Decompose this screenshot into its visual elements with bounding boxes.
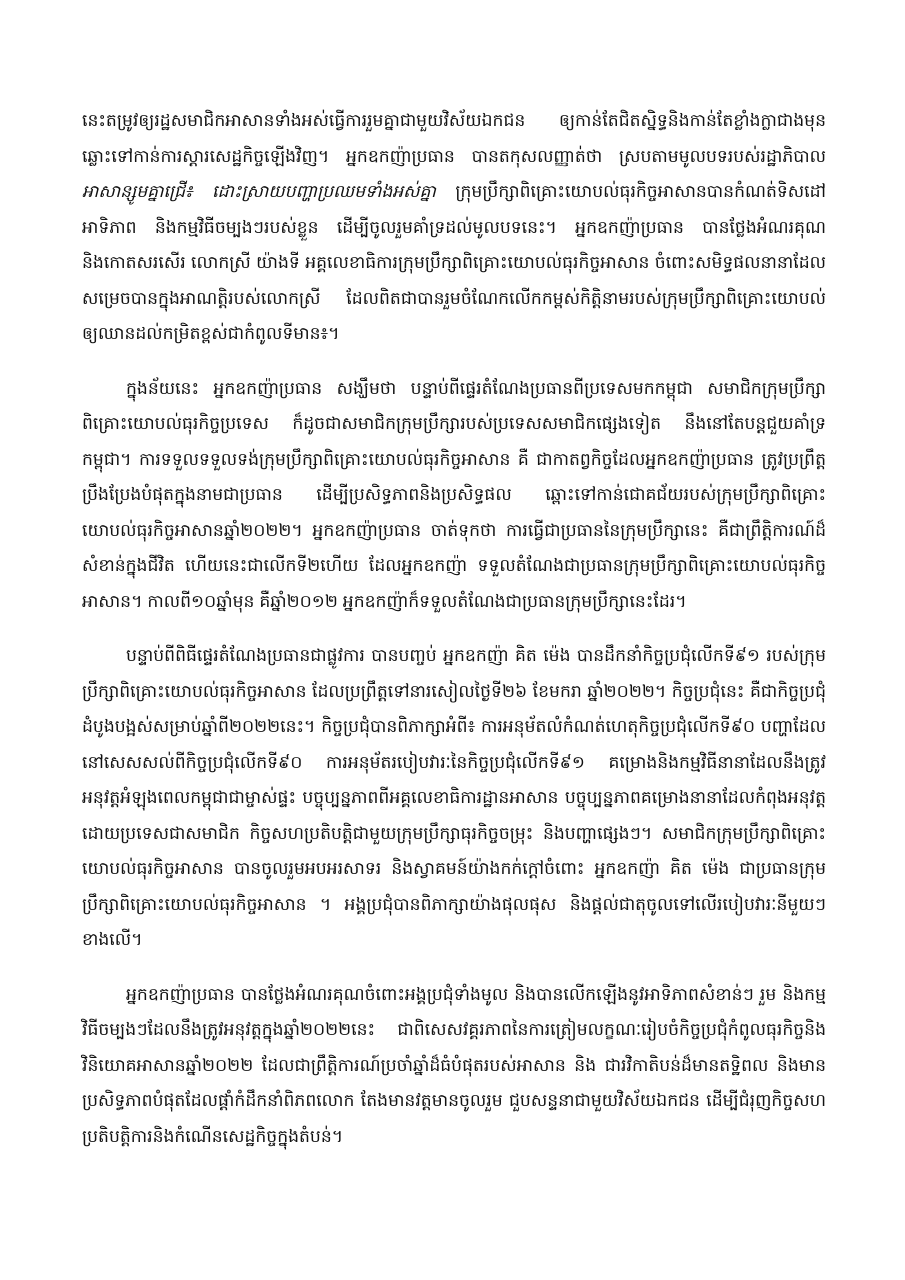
document-body [82, 104, 826, 1155]
paragraph-1 [82, 104, 826, 353]
paragraph-2-text: ក្នុងន័យនេះ អ្នកឧកញ៉ាប្រធាន សង្ឃឹមថា បន្ទាប់ពីផ្ទេរតំណែងប្រធានពីប្រទេសមកកម្ពុជា សមាជិកក្រុមប្រឹក្សាពិគ្រោះយោបល់ធុរកិច្ចប្រទេស ក៏ដូចជាសមាជិកក្រុមប្រឹក្សារបស់ប្រទេសសមាជិកផ្សេងទៀត នឹងនៅតែបន្តជួយគាំទ្រកម្ពុជា។ ការទទួលទទួលទង់ក្រុមប្រឹក្សាពិគ្រោះយោបល់ធុរកិច្ចអាសាន គឺ ជាកាតព្វកិច្ចដែលអ្នកឧកញ៉ាប្រធាន ត្រូវប្រព្រឹត្ត ប្រឹងប្រែងបំផុតក្នុងនាមជាប្រធាន ដើម្បីប្រសិទ្ធភាពនិងប្រសិទ្ធផល ឆ្ពោះទៅកាន់ជោគជ័យរបស់ក្រុមប្រឹក្សាពិគ្រោះយោបល់ធុរកិច្ចអាសានឆ្នាំ២០២២។ អ្នកឧកញ៉ាប្រធាន ចាត់ទុកថា ការធ្វើជាប្រធាននៃក្រុមប្រឹក្សានេះ គឺជាព្រឹត្តិការណ៍ដ៏សំខាន់ក្នុងជីវិត ហើយនេះជាលើកទី២ហើយ ដែលអ្នកឧកញ៉ា ទទួលតំណែងជាប្រធានក្រុមប្រឹក្សាពិគ្រោះយោបល់ធុរកិច្ចអាសាន។ កាលពី១០ឆ្នាំមុន គឺឆ្នាំ២០១២ អ្នកឧកញ៉ាក៏ទទួលតំណែងជាប្រធានក្រុមប្រឹក្សានេះដែរ។ [82, 378, 826, 612]
paragraph-3 [82, 639, 826, 959]
paragraph-1-theme-italic: អាសាន្សូមគ្នាជ្រើ៖ ដោះស្រាយបញ្ហាប្រឈមទាំងអស់គ្នា [82, 182, 436, 202]
paragraph-4-text: អ្នកឧកញ៉ាប្រធាន បានថ្លែងអំណរគុណចំពោះអង្គប្រជុំទាំងមូល និងបានលើកឡើងនូវអាទិភាពសំខាន់ៗ រួម និងកម្មវិធីចម្បងៗដែលនឹងត្រូវអនុវត្តក្នុងឆ្នាំ២០២២នេះ ជាពិសេសវគ្គរភាពនៃការត្រៀមលក្ខណៈរៀបចំកិច្ចប្រជុំកំពូលធុរកិច្ចនិងវិនិយោគអាសានឆ្នាំ២០២២ ដែលជាព្រឹត្តិការណ៍ប្រចាំឆ្នាំដ៏ធំបំផុតរបស់អាសាន និង ជារវិកាតិបន់ដ៏មានតទ្ឋិពល និងមានប្រសិទ្ធភាពបំផុតដែលផ្តាំកំដឹកនាំពិភពលោក តែងមានវត្តមានចូលរួម ជួបសន្ទនាជាមួយវិស័យឯកជន ដើម្បីជំរុញកិច្ចសហប្រតិបត្តិការនិងកំណើនសេដ្ឋកិច្ចក្នុងតំបន់។ [82, 984, 826, 1147]
paragraph-4 [82, 978, 826, 1156]
paragraph-1-segment-3: ក្រុមប្រឹក្សាពិគ្រោះយោបល់ធុរកិច្ចអាសានបានកំណត់ទិសដៅអាទិភាព និងកម្មវិធីចម្បងៗរបស់ខ្លួន ដើម្បីចូលរួមគាំទ្រដល់មូលបទនេះ។ អ្នកឧកញ៉ាប្រធាន បានថ្លែងអំណរគុណ និងកោតសរសើរ លោកស្រី យ៉ាងទី អគ្គលេខាធិការក្រុមប្រឹក្សាពិគ្រោះយោបល់ធុរកិច្ចអាសាន ចំពោះសមិទ្ធផលនានាដែលសម្រេចបានក្នុងអាណត្តិរបស់លោកស្រី ដែលពិតជាបានរួមចំណែកលើកកម្ពស់កិត្តិនាមរបស់ក្រុមប្រឹក្សាពិគ្រោះយោបល់ឲ្យឈានដល់កម្រិតខ្ពស់ជាកំពូលទីមាន៖។ [82, 182, 826, 344]
paragraph-2 [82, 372, 826, 621]
paragraph-3-text: បន្ទាប់ពីពិធីផ្ទេរតំណែងប្រធានជាផ្លូវការ បានបញ្ចប់ អ្នកឧកញ៉ា គិត ម៉េង បានដឹកនាំកិច្ចប្រជុំលើកទី៩១ របស់ក្រុមប្រឹក្សាពិគ្រោះយោបល់ធុរកិច្ចអាសាន ដែលប្រព្រឹត្តទៅនារសៀលថ្ងៃទី២៦ ខែមករា ឆ្នាំ២០២២។ កិច្ចប្រជុំនេះ គឺជាកិច្ចប្រជុំដំបូងបង្អស់សម្រាប់ឆ្នាំពី២០២២នេះ។ កិច្ចប្រជុំបានពិភាក្សាអំពី៖ ការអនុម័តលំកំណត់ហេតុកិច្ចប្រជុំលើកទី៩០ បញ្ហាដែលនៅសេសសល់ពីកិច្ចប្រជុំលើកទី៩០ ការអនុម័តរបៀបវារៈនៃកិច្ចប្រជុំលើកទី៩១ គម្រោងនិងកម្មវិធីនានាដែលនឹងត្រូវអនុវត្តអំឡុងពេលកម្ពុជាជាម្ចាស់ផ្ទះ បច្ចុប្បន្នភាពពីអគ្គលេខាធិការដ្ឋានអាសាន បច្ចុប្បន្នភាពគម្រោងនានាដែលកំពុងអនុវត្តដោយប្រទេសជាសមាជិក កិច្ចសហប្រតិបត្តិជាមួយក្រុមប្រឹក្សាធុរកិច្ចចម្រុះ និងបញ្ហាផ្សេងៗ។ សមាជិកក្រុមប្រឹក្សាពិគ្រោះយោបល់ធុរកិច្ចអាសាន បានចូលរួមអបអរសាទរ និងស្វាគមន៍យ៉ាងកក់ក្តៅចំពោះ អ្នកឧកញ៉ា គិត ម៉េង ជាប្រធានក្រុមប្រឹក្សាពិគ្រោះយោបល់ធុរកិច្ចអាសាន ។ អង្គប្រជុំបានពិភាក្សាយ៉ាងផុលផុស និងផ្តល់ជាតុចូលទៅលើរបៀបវារៈនីមួយៗខាងលើ។ [82, 646, 826, 950]
paragraph-1-segment-1: នេះតម្រូវឲ្យរដ្ឋសមាជិកអាសានទាំងអស់ធ្វើការរួមគ្នាជាមួយវិស័យឯកជន ឲ្យកាន់តែជិតស្និទ្ធនិងកាន់តែខ្លាំងក្លាជាងមុន ឆ្លោះទៅកាន់ការស្តារសេដ្ឋកិច្ចឡើងវិញ។ អ្នកឧកញ៉ាប្រធាន បានតកុសលញ្ញាត់ថា ស្របតាមមូលបទរបស់រដ្ឋាភិបាល [82, 111, 826, 167]
